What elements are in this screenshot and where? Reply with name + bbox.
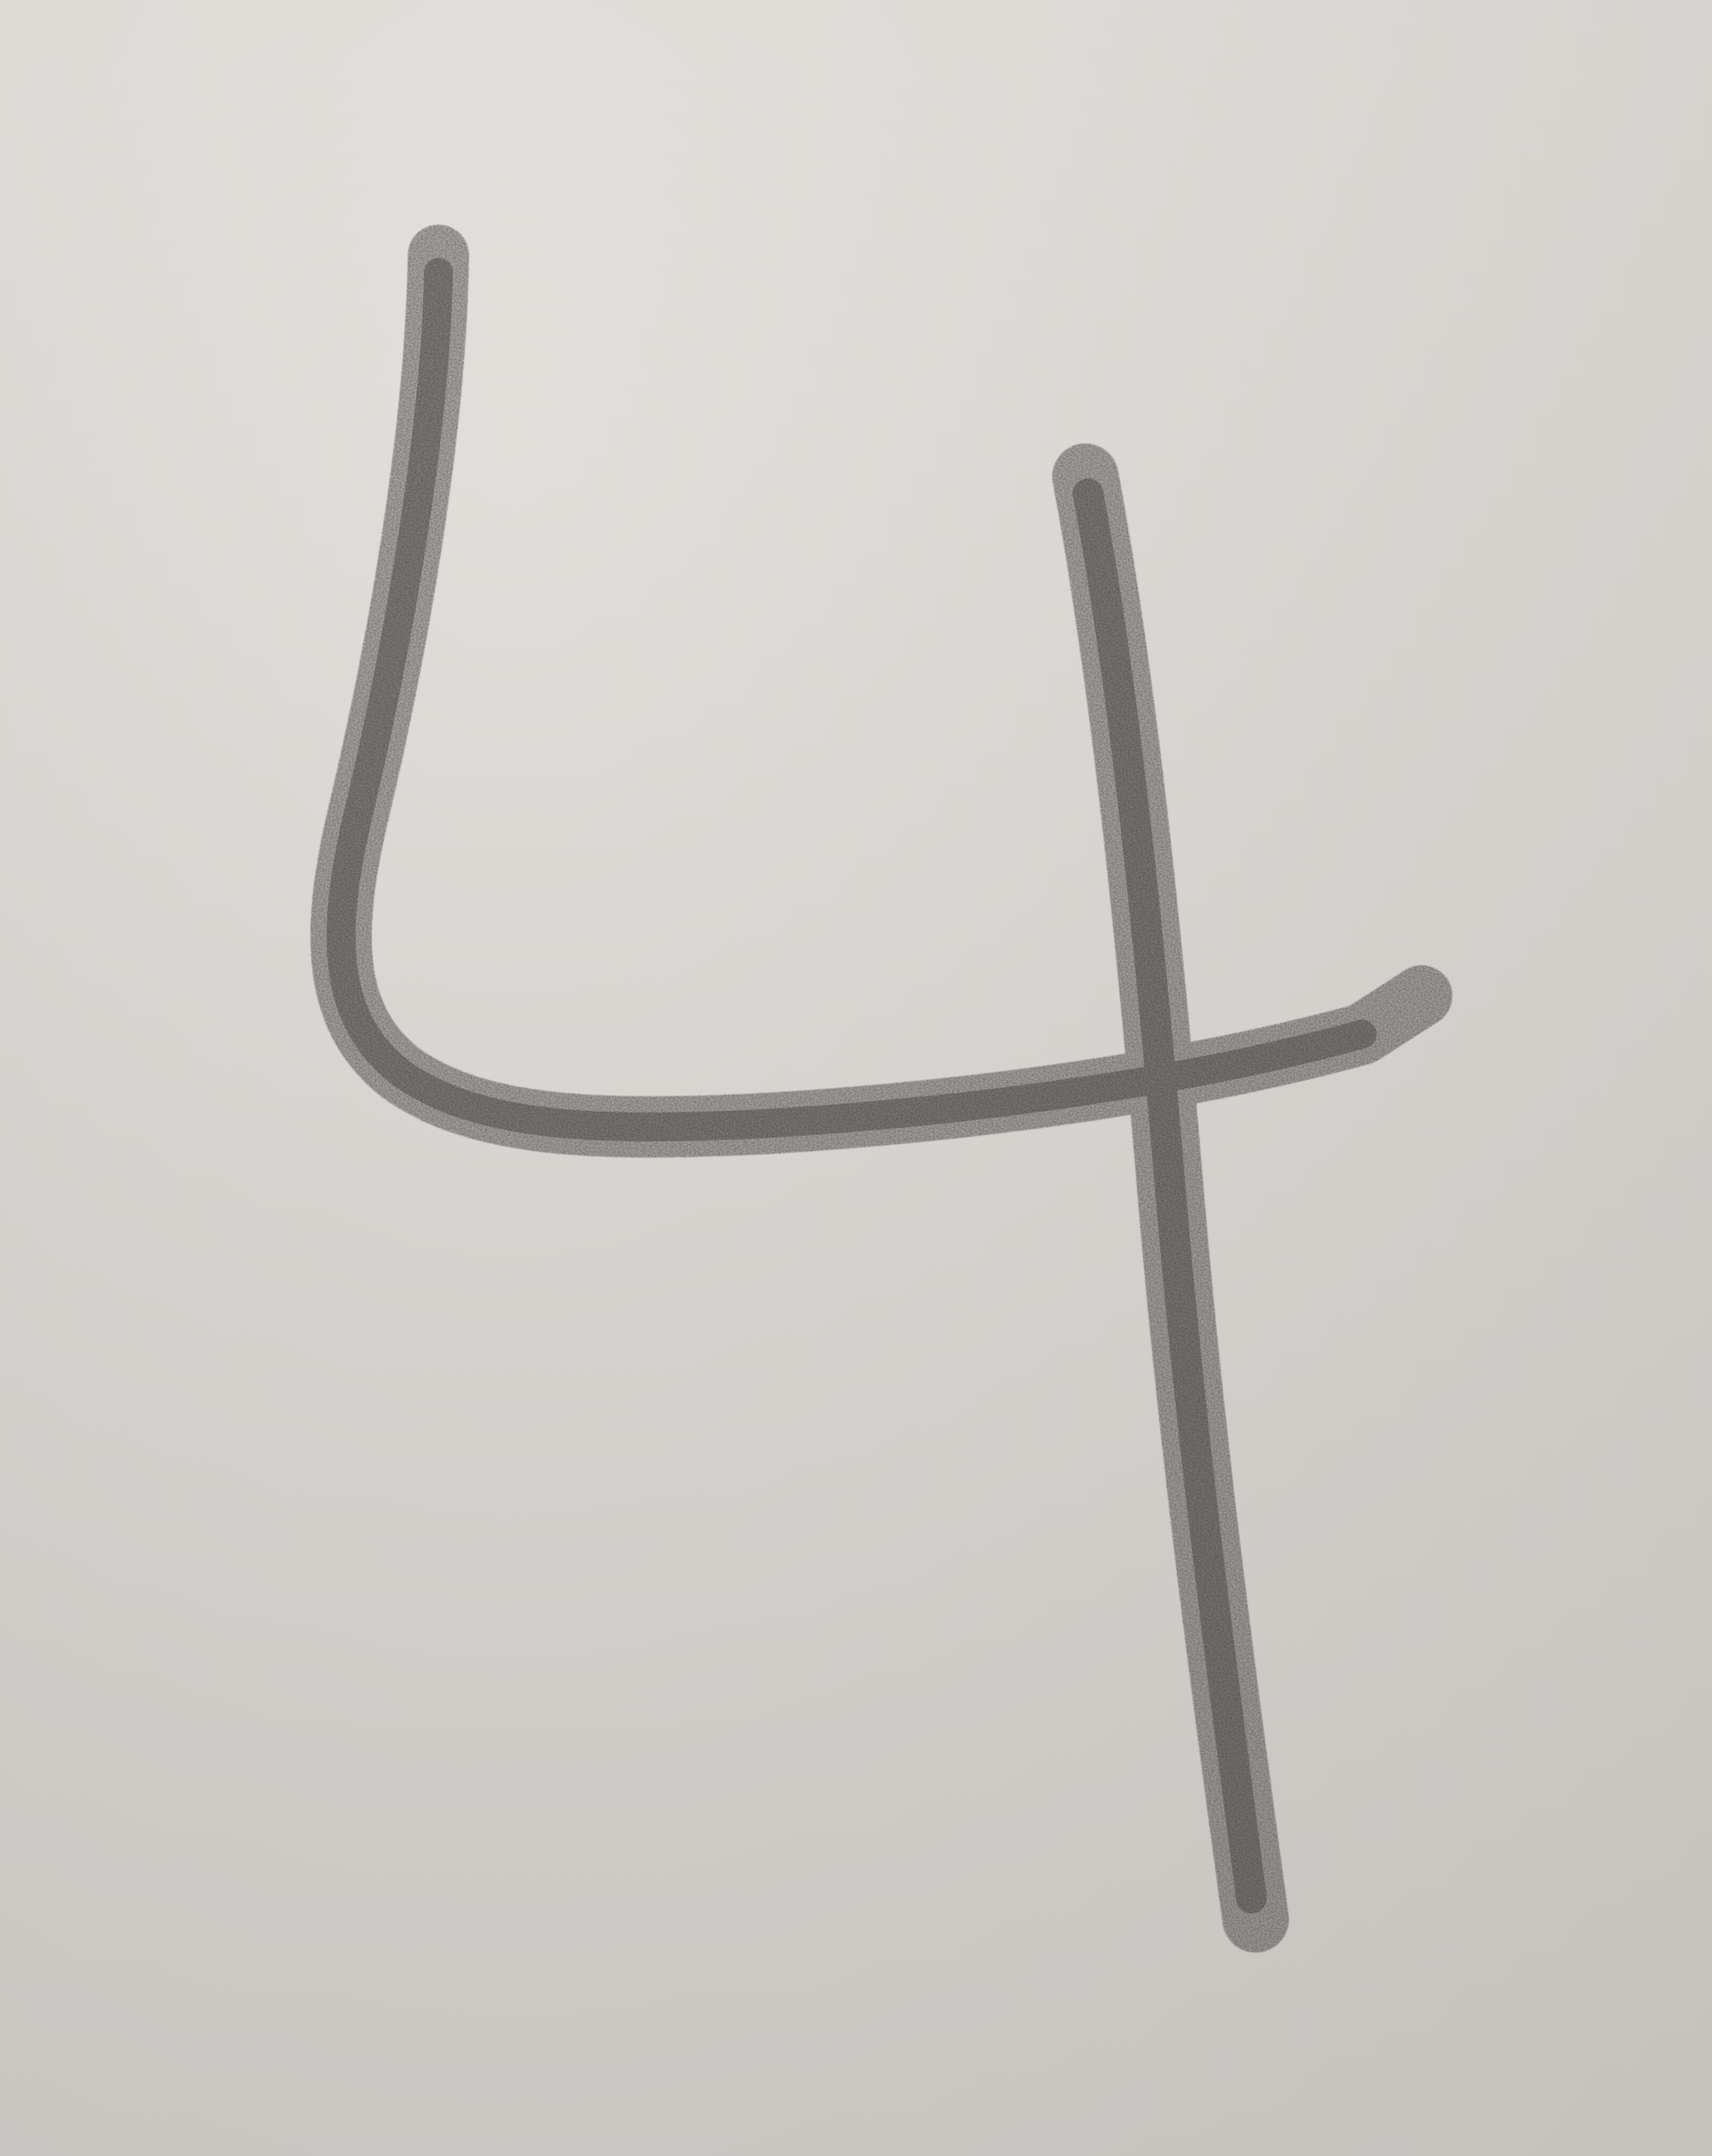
left-hook-stroke bbox=[341, 255, 1422, 1127]
